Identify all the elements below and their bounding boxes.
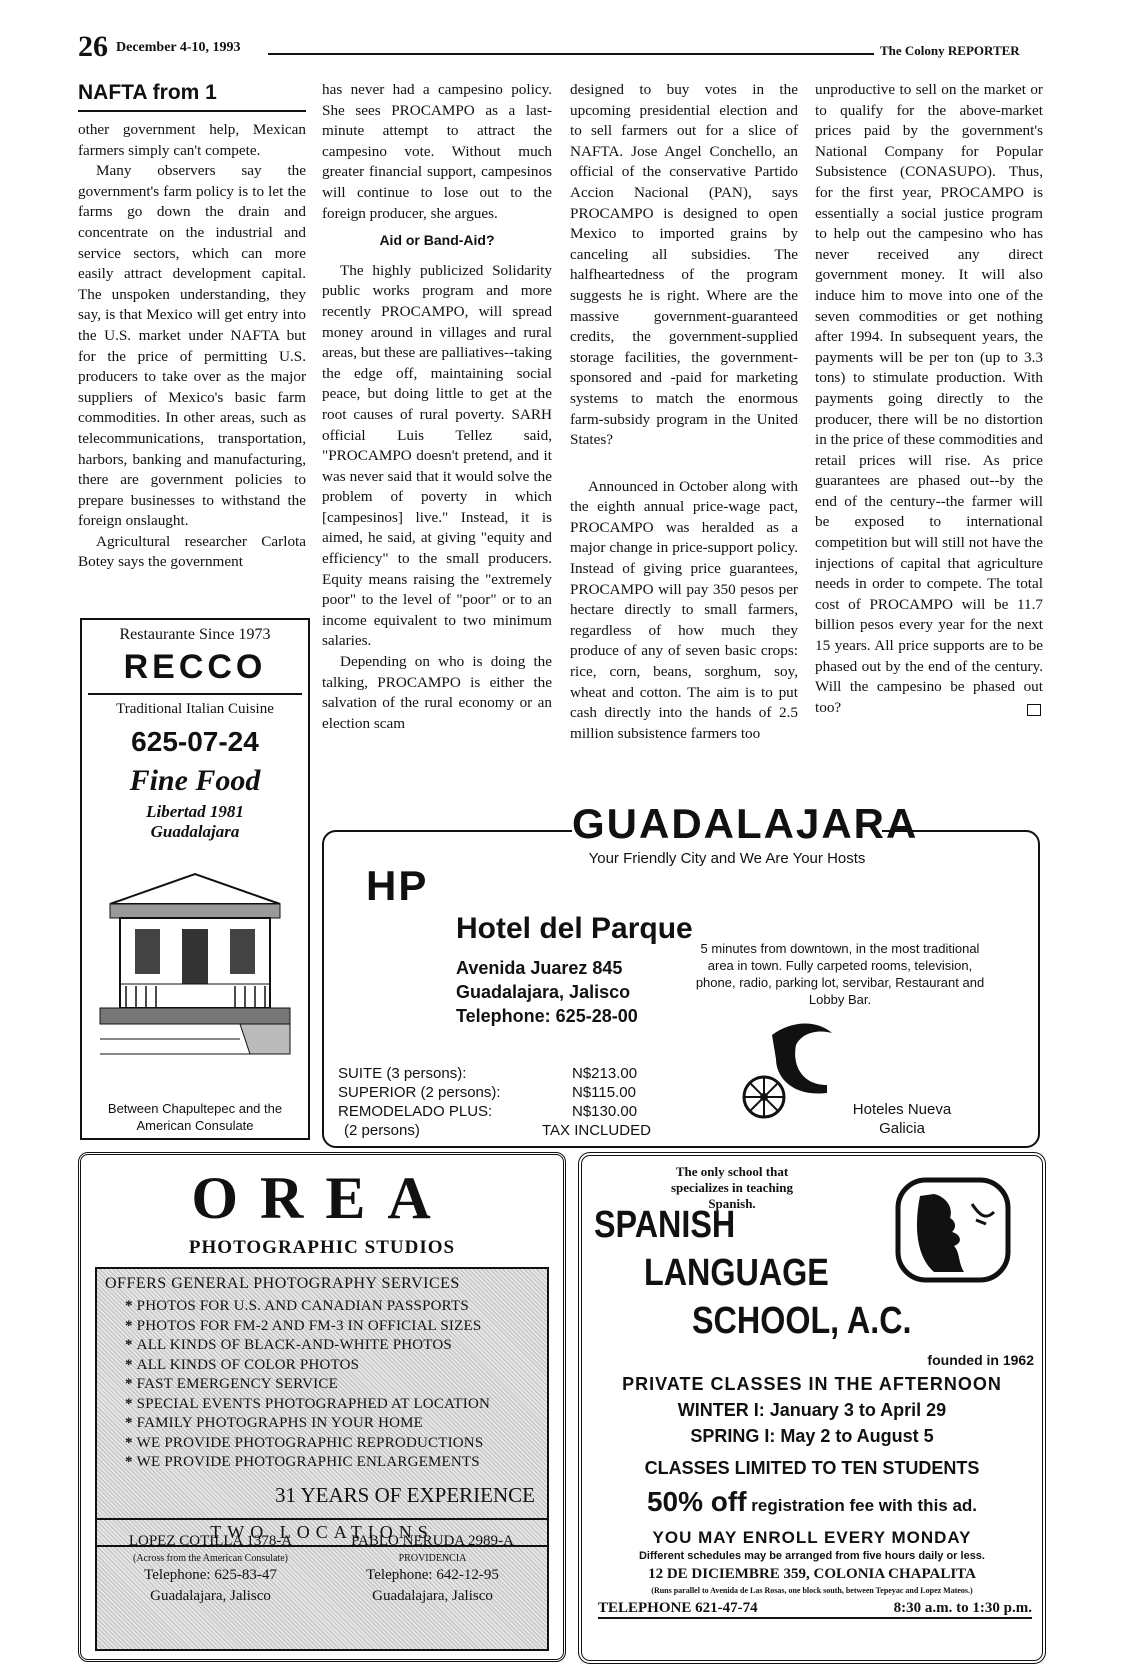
title-rule [78,110,306,112]
school-name-line-2: LANGUAGE [644,1252,829,1294]
school-name-line-1: SPANISH [594,1204,736,1246]
orea-experience: 31 YEARS OF EXPERIENCE [275,1482,535,1507]
orea-ad [78,1152,566,1662]
article-subhead: Aid or Band-Aid? [379,232,495,249]
list-item: * FAST EMERGENCY SERVICE [125,1375,547,1395]
school-ad [578,1152,1046,1664]
location-phone: Telephone: 625-83-47 [144,1567,277,1583]
recco-cuisine: Traditional Italian Cuisine [116,701,274,717]
article-column-3 [570,80,798,744]
hotel-ad-city: GUADALAJARA [572,800,919,847]
location-street: PABLO NERUDA 2989-A [351,1533,514,1549]
list-item: * SPECIAL EVENTS PHOTOGRAPHED AT LOCATION [125,1395,547,1415]
hotel-description: 5 minutes from downtown, in the most traditional area in town. Fully carpeted rooms, television, phone, radio, parking lot, servibar, Restaurant and Lobby Bar. [695,941,985,1007]
orea-location-2 [325,1533,540,1605]
school-limited: CLASSES LIMITED TO TEN STUDENTS [644,1458,980,1478]
orea-locations-title: TWO LOCATIONS [97,1518,547,1547]
recco-top-line: Restaurante Since 1973 [119,626,271,643]
recco-slogan: Fine Food [129,764,261,797]
list-item: * PHOTOS FOR FM-2 AND FM-3 IN OFFICIAL SIZES [125,1317,547,1337]
discount-text: registration fee with this ad. [746,1496,978,1515]
recco-rule [88,693,302,695]
article-paragraph: designed to buy votes in the upcoming presidential election and to sell farmers out for a slice of NAFTA. Jose Angel Conchello, an official of the conservative Partido Accion Nacional (PAN), says PROCAMPO is designed to open Mexico to imported grains by canceling all subsidies. The halfheartedness of the program suggests he is right. Where are the massive government-guaranteed credits, the government-supplied storage facilities, the government-sponsored and -paid for marketing systems to match the enormous farm-subsidy program in the United States? [570,81,798,449]
rate-label: REMODELADO PLUS: [338,1103,493,1120]
article-paragraph: unproductive to sell on the market or to qualify for the above-market prices paid by the government's National Company for Popular Subsistence (CONASUPO). Thus, for the first year, PROCAMPO is essentially a social justice program to help out the campesino who has never received any direct government money. It will also induce him to move into one of the seven commodities or get nothing after 1994. In subsequent years, the payments will be per ton (up to 3.3 tons) to stimulate production. With payments going directly to the producer, there will be no distortion in the price of these commodities and retail prices will rise. As price guarantees are phased out--by the end of the century--the farmer will be exposed to international competition but will still not have the injections of capital that agriculture needs in order to compete. The total cost of PROCAMPO will be 11.7 billion pesos every year for the next 15 years. All price supports are to be phased out by the end of the century. Will the campesino be phased out too? [815,81,1043,716]
rate-label: SUPERIOR (2 persons): [338,1084,501,1101]
location-street: LOPEZ COTILLA 1378-A [128,1533,293,1549]
list-item: * ALL KINDS OF COLOR PHOTOS [125,1356,547,1376]
end-mark [1027,704,1041,716]
article-paragraph: Depending on who is doing the talking, PROCAMPO is either the salvation of the rural economy or an election scam [322,653,552,732]
article-paragraph: Agricultural researcher Carlota Botey says the government [78,532,306,571]
restaurant-building-illustration [90,864,300,1064]
location-phone: Telephone: 642-12-95 [366,1567,499,1583]
school-phone: TELEPHONE 621-47-74 [598,1600,758,1616]
article-paragraph: has never had a campesino policy. She sees PROCAMPO as a last-minute attempt to attract the campesino vote. Without much greater financial support, campesinos will continue to lose out to the foreign producer, she argues. [322,81,552,222]
orea-shaded-panel [95,1267,549,1651]
recco-ad [80,618,310,1140]
face-profile-logo-icon [894,1176,1014,1286]
rate-note: (2 persons) [344,1122,420,1139]
orea-name: OREA [191,1165,453,1231]
article-paragraph: other government help, Mexican farmers simply can't compete. [78,121,306,159]
list-item: * WE PROVIDE PHOTOGRAPHIC ENLARGEMENTS [125,1453,547,1473]
location-city: Guadalajara, Jalisco [372,1588,493,1604]
school-address: 12 DE DICIEMBRE 359, COLONIA CHAPALITA [648,1566,976,1582]
school-hours: 8:30 a.m. to 1:30 p.m. [893,1600,1032,1616]
rate-price: N$115.00 [572,1084,636,1101]
school-schedules: Different schedules may be arranged from five hours daily or less. [638,1550,985,1562]
hotel-chain: Hoteles Nueva Galicia [852,1101,952,1137]
discount-amount: 50% off [646,1486,747,1517]
rate-label: SUITE (3 persons): [338,1065,467,1082]
orea-subtitle: PHOTOGRAPHIC STUDIOS [188,1237,456,1258]
recco-footer: Between Chapultepec and the American Consulate [107,1101,283,1133]
school-private-classes: PRIVATE CLASSES IN THE AFTERNOON [622,1374,1002,1394]
recco-street: Libertad 1981 [146,802,244,821]
list-item: * ALL KINDS OF BLACK-AND-WHITE PHOTOS [125,1336,547,1356]
hotel-ad [322,800,1040,1150]
article-column-2 [322,80,552,734]
school-founded: founded in 1962 [927,1352,1034,1368]
list-item: * WE PROVIDE PHOTOGRAPHIC REPRODUCTIONS [125,1434,547,1454]
school-name-line-3: SCHOOL, A.C. [692,1300,912,1342]
hotel-ad-tagline: Your Friendly City and We Are Your Hosts [588,850,866,867]
location-note: (Across from the American Consulate) [133,1553,288,1564]
page-number: 26 [78,30,108,63]
carriage-logo-icon [732,1015,842,1125]
rate-price: N$130.00 [572,1103,638,1120]
hotel-address-1: Avenida Juarez 845 [456,958,623,978]
school-contact-line [598,1600,1032,1619]
hotel-name: Hotel del Parque [456,912,693,945]
article-paragraph: Many observers say the government's farm policy is to let the farms go down the drain and concentrate on the industrial and service sectors, which can more easily attract development capital. The unspoken understanding, they say, is that Mexico will get entry into the U.S. market under NAFTA but for the price of permitting U.S. producers to take over as the major suppliers of Mexico's basic farm commodities. In other areas, such as telecommunications, transportation, harbors, banking and manufacturing, there are government policies to prepare businesses to withstand the foreign onslaught. [78,162,306,530]
location-city: Guadalajara, Jalisco [150,1588,271,1604]
school-discount [582,1486,1042,1518]
orea-location-1 [103,1533,318,1605]
list-item: * FAMILY PHOTOGRAPHS IN YOUR HOME [125,1414,547,1434]
article-paragraph: The highly publicized Solidarity public works program and more recently PROCAMPO, will spread money around in villages and rural areas, but these are palliatives--taking the edge off, maintaining social peace, but doing little to get at the root causes of rural poverty. SARH official Luis Tellez said, "PROCAMPO doesn't pretend, and it was never said that it would solve the problem of poverty in which [campesinos] live." Instead, it is aimed, he said, at giving "equity and efficiency" to the small producers. Equity means raising the "extremely poor" to the level of "poor" or to an income equivalent to two minimum salaries. [322,261,552,650]
rate-price: N$213.00 [572,1065,638,1082]
article-jump-title: NAFTA from 1 [78,81,217,104]
school-spring: SPRING I: May 2 to August 5 [690,1426,934,1446]
publication-name: The Colony REPORTER [880,43,1020,58]
recco-logo: RECCO [123,648,267,686]
article-column-4 [815,80,1043,718]
location-note: PROVIDENCIA [398,1553,467,1564]
orea-services-list [97,1297,547,1473]
school-winter: WINTER I: January 3 to April 29 [677,1400,947,1420]
orea-services-heading: OFFERS GENERAL PHOTOGRAPHY SERVICES [105,1275,460,1292]
school-enroll: YOU MAY ENROLL EVERY MONDAY [652,1528,972,1547]
list-item: * PHOTOS FOR U.S. AND CANADIAN PASSPORTS [125,1297,547,1317]
school-directions: (Runs parallel to Avenida de Las Rosas, one block south, between Tepeyac and Lopez Mateos.) [651,1586,973,1595]
hotel-address-2: Guadalajara, Jalisco [456,982,631,1002]
article-column-1 [78,80,306,573]
tax-note: TAX INCLUDED [542,1122,651,1139]
school-intro: The only school that specializes in teaching Spanish. [670,1164,794,1211]
hotel-logo: HP [366,862,429,909]
issue-date: December 4-10, 1993 [116,40,241,55]
recco-phone: 625-07-24 [131,726,259,757]
recco-city: Guadalajara [150,822,240,841]
article-paragraph: Announced in October along with the eighth annual price-wage pact, PROCAMPO was heralded as a major change in price-support policy. Instead of giving price guarantees, PROCAMPO will pay 350 pesos per hectare directly to small farmers, regardless of how much they produce of any of seven basic crops: rice, corn, beans, sorghum, soy, wheat and cotton. The aim is to put cash directly into the hands of 2.5 million subsistence farmers too [570,477,798,742]
hotel-phone: Telephone: 625-28-00 [456,1006,638,1026]
header-rule [268,53,874,55]
